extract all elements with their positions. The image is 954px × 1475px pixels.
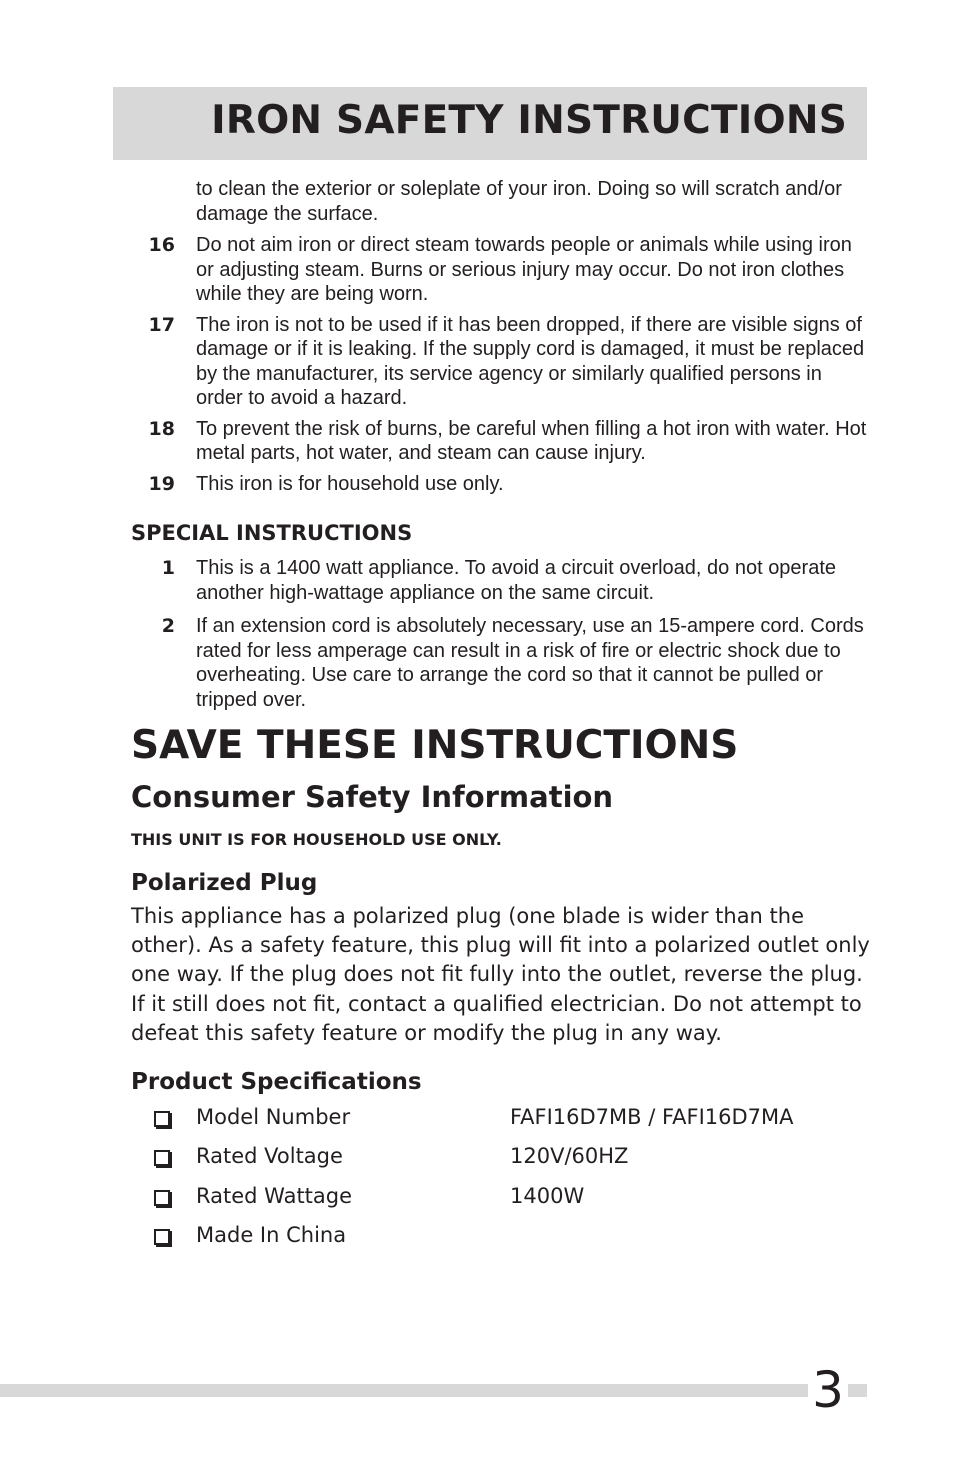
- household-use-note: THIS UNIT IS FOR HOUSEHOLD USE ONLY.: [131, 830, 502, 849]
- spec-row: [154, 1219, 874, 1258]
- spec-row: [154, 1140, 874, 1179]
- spec-value: 1400W: [510, 1183, 585, 1208]
- header-band: [113, 87, 867, 160]
- list-item: [130, 472, 870, 497]
- footer-bar: [0, 1384, 867, 1397]
- item-text: Do not aim iron or direct steam towards people or animals while using iron or adjusting steam. Burns or serious injury may occur. Do not iron clothes while they are being worn.: [196, 234, 852, 305]
- spec-label: Rated Voltage: [196, 1144, 343, 1169]
- list-item: [130, 313, 870, 411]
- item-text: This iron is for household use only.: [196, 472, 504, 495]
- list-item: [130, 233, 870, 307]
- spec-list: [154, 1101, 874, 1258]
- spec-row: [154, 1101, 874, 1140]
- checkbox-icon: [154, 1229, 170, 1245]
- product-specifications-heading: Product Specifications: [131, 1069, 422, 1095]
- checkbox-icon: [154, 1190, 170, 1206]
- polarized-plug-heading: Polarized Plug: [131, 870, 318, 896]
- list-item: [130, 417, 870, 466]
- item-text: To prevent the risk of burns, be careful when filling a hot iron with water. Hot metal parts, hot water, and steam can cause injury.: [196, 417, 867, 464]
- special-instructions-heading: SPECIAL INSTRUCTIONS: [131, 521, 413, 545]
- item-number: 17: [148, 313, 175, 336]
- item-number: 19: [148, 472, 175, 495]
- list-item: [130, 556, 870, 605]
- item-number: 18: [148, 417, 175, 440]
- item-text: This is a 1400 watt appliance. To avoid a circuit overload, do not operate another high-wattage appliance on the same circuit.: [196, 557, 837, 604]
- item-text: If an extension cord is absolutely necessary, use an 15-ampere cord. Cords rated for less amperage can result in a risk of fire or electric shock due to overheating. Use care to arrange the cord so that it cannot be pulled or tripped over.: [196, 615, 864, 711]
- page-title: IRON SAFETY INSTRUCTIONS: [211, 98, 847, 143]
- consumer-safety-heading: Consumer Safety Information: [131, 780, 614, 814]
- spec-value: FAFI16D7MB / FAFI16D7MA: [510, 1105, 794, 1129]
- special-list: [130, 556, 870, 718]
- spec-label: Model Number: [196, 1105, 351, 1129]
- checkbox-icon: [154, 1150, 170, 1166]
- item-number: 1: [161, 557, 175, 579]
- checkbox-icon: [154, 1111, 170, 1127]
- save-instructions-heading: SAVE THESE INSTRUCTIONS: [131, 723, 739, 768]
- item-number: 2: [161, 615, 175, 637]
- safety-list: [130, 233, 870, 502]
- spec-value: 120V/60HZ: [510, 1144, 629, 1169]
- spec-label: Made In China: [196, 1222, 347, 1247]
- spec-row: [154, 1180, 874, 1219]
- continued-paragraph: to clean the exterior or soleplate of your iron. Doing so will scratch and/or damage the surface.: [196, 178, 842, 225]
- polarized-plug-paragraph: This appliance has a polarized plug (one blade is wider than the other). As a safety feature, this plug will fit into a polarized outlet only one way. If the plug does not fit fully into the outlet, reverse the plug. If it still does not fit, contact a qualified electrician. Do not attempt to defeat this safety feature or modify the plug in any way.: [131, 904, 870, 1045]
- item-text: The iron is not to be used if it has been dropped, if there are visible signs of damage or if it is leaking. If the supply cord is damaged, it must be replaced by the manufacturer, its service agency or similarly qualified persons in order to avoid a hazard.: [196, 313, 865, 409]
- page-number: 3: [808, 1358, 848, 1422]
- item-number: 16: [148, 234, 175, 256]
- list-item: [130, 614, 870, 712]
- spec-label: Rated Wattage: [196, 1183, 353, 1208]
